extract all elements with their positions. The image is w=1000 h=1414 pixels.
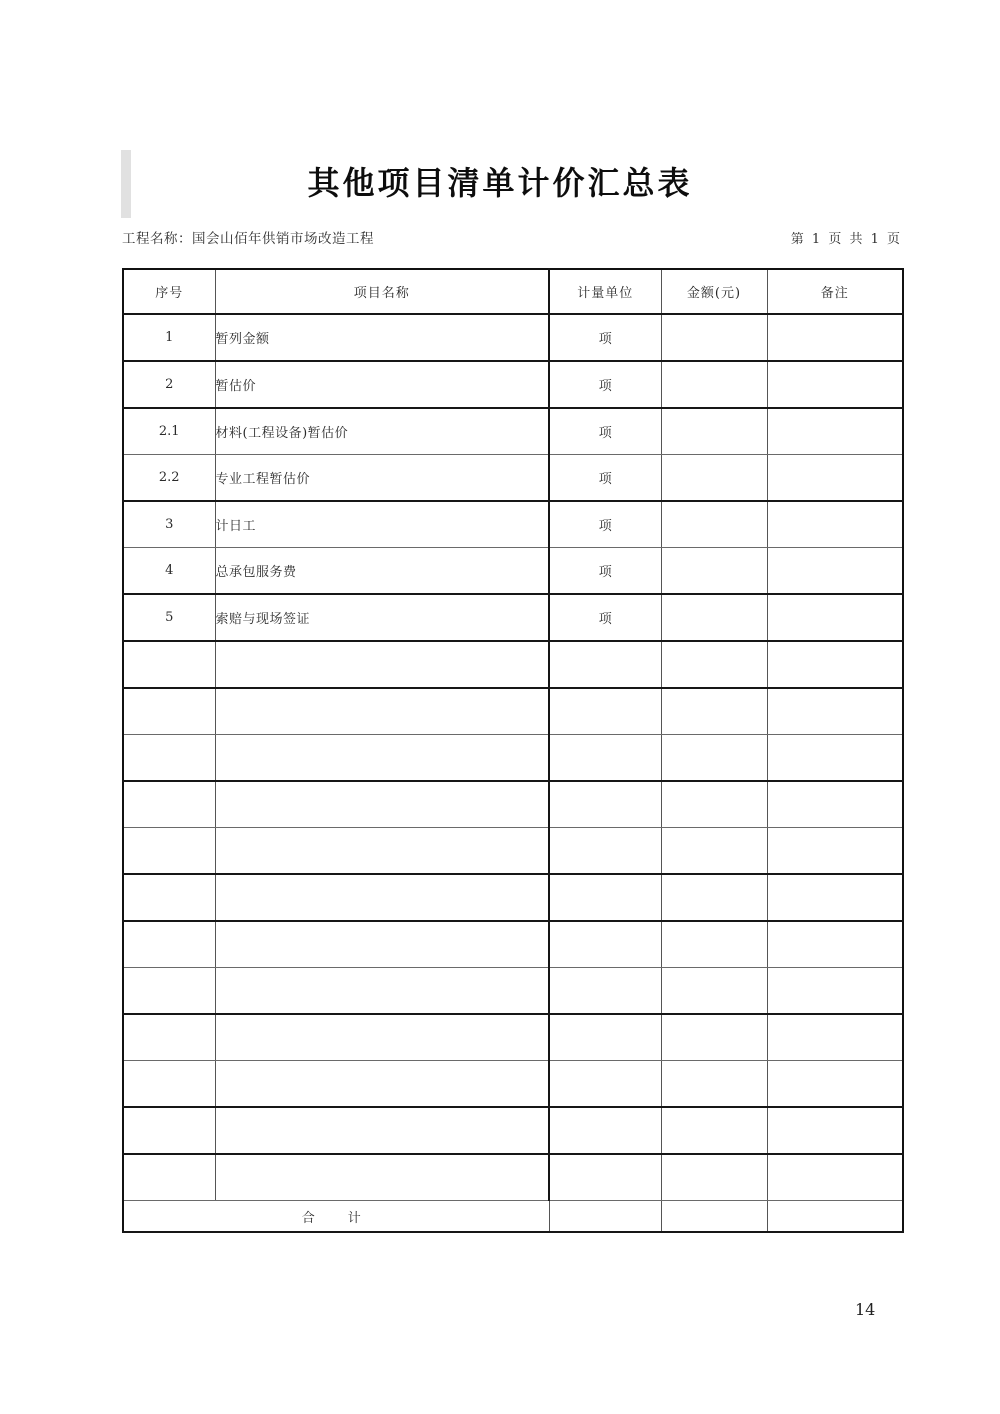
- cell-name: 计日工: [215, 501, 549, 548]
- table-row: [123, 594, 903, 641]
- cell-note: [767, 1061, 903, 1108]
- empty-table-row: [123, 781, 903, 828]
- table-row: [123, 361, 903, 408]
- cell-no: 1: [123, 314, 215, 361]
- empty-table-row: [123, 641, 903, 688]
- cell-amount: [661, 594, 767, 641]
- cell-note: [767, 455, 903, 502]
- empty-table-row: [123, 1061, 903, 1108]
- cell-name: [215, 874, 549, 921]
- cell-no: [123, 641, 215, 688]
- total-label: 合 计: [123, 1201, 549, 1233]
- empty-table-row: [123, 688, 903, 735]
- cell-note: [767, 874, 903, 921]
- cell-no: 3: [123, 501, 215, 548]
- cell-amount: [661, 455, 767, 502]
- cell-no: 2: [123, 361, 215, 408]
- table-row: [123, 408, 903, 455]
- cell-no: [123, 921, 215, 968]
- cell-name: 总承包服务费: [215, 548, 549, 595]
- cell-amount: [661, 735, 767, 782]
- cell-note: [767, 361, 903, 408]
- cell-unit: 项: [549, 548, 661, 595]
- column-header-note: 备注: [767, 269, 903, 314]
- cell-note: [767, 781, 903, 828]
- cell-name: [215, 1014, 549, 1061]
- table-header-row: [123, 269, 903, 314]
- cell-unit: 项: [549, 501, 661, 548]
- cell-no: [123, 874, 215, 921]
- cell-no: [123, 1061, 215, 1108]
- empty-table-row: [123, 735, 903, 782]
- cell-unit: [549, 688, 661, 735]
- cell-no: 2.1: [123, 408, 215, 455]
- cell-unit: [549, 1014, 661, 1061]
- cell-amount: [661, 361, 767, 408]
- table-body: [123, 314, 903, 1232]
- column-header-amount: 金额(元): [661, 269, 767, 314]
- cell-name: [215, 781, 549, 828]
- empty-table-row: [123, 1154, 903, 1201]
- cell-unit: 项: [549, 361, 661, 408]
- empty-table-row: [123, 1014, 903, 1061]
- cell-name: 索赔与现场签证: [215, 594, 549, 641]
- cell-name: [215, 828, 549, 875]
- cell-unit: [549, 781, 661, 828]
- cell-note: [767, 1107, 903, 1154]
- cell-amount: [661, 1061, 767, 1108]
- cell-unit: 项: [549, 314, 661, 361]
- cell-unit: [549, 1201, 661, 1233]
- cell-name: [215, 921, 549, 968]
- cell-unit: [549, 921, 661, 968]
- table-row: [123, 548, 903, 595]
- table-row: [123, 314, 903, 361]
- cell-unit: [549, 1154, 661, 1201]
- cell-amount: [661, 781, 767, 828]
- cell-note: [767, 688, 903, 735]
- cell-note: [767, 921, 903, 968]
- cell-note: [767, 641, 903, 688]
- cell-amount: [661, 1014, 767, 1061]
- cell-amount: [661, 968, 767, 1015]
- cell-unit: [549, 735, 661, 782]
- cell-name: [215, 735, 549, 782]
- cell-note: [767, 501, 903, 548]
- cell-unit: [549, 1061, 661, 1108]
- cell-no: 2.2: [123, 455, 215, 502]
- table-row: [123, 455, 903, 502]
- cell-unit: [549, 968, 661, 1015]
- cell-amount: [661, 828, 767, 875]
- cell-no: 4: [123, 548, 215, 595]
- cell-no: [123, 735, 215, 782]
- cell-unit: [549, 874, 661, 921]
- column-header-name: 项目名称: [215, 269, 549, 314]
- cell-no: [123, 688, 215, 735]
- cell-name: [215, 688, 549, 735]
- empty-table-row: [123, 1107, 903, 1154]
- page-info: 第 1 页 共 1 页: [790, 232, 902, 247]
- empty-table-row: [123, 968, 903, 1015]
- project-name-label: 工程名称：国会山佰年供销市场改造工程: [122, 231, 374, 247]
- cell-note: [767, 1014, 903, 1061]
- cell-no: [123, 1154, 215, 1201]
- cell-no: [123, 828, 215, 875]
- cell-note: [767, 735, 903, 782]
- cell-name: [215, 1061, 549, 1108]
- cell-name: [215, 1154, 549, 1201]
- cell-name: 专业工程暂估价: [215, 455, 549, 502]
- cell-name: [215, 1107, 549, 1154]
- page-title: 其他项目清单计价汇总表: [307, 164, 693, 202]
- cell-amount: [661, 921, 767, 968]
- cell-note: [767, 828, 903, 875]
- cell-amount: [661, 1107, 767, 1154]
- cell-name: 暂列金额: [215, 314, 549, 361]
- cell-amount: [661, 548, 767, 595]
- cell-amount: [661, 641, 767, 688]
- cell-note: [767, 1154, 903, 1201]
- cell-note: [767, 968, 903, 1015]
- cell-note: [767, 548, 903, 595]
- cell-amount: [661, 501, 767, 548]
- cell-amount: [661, 314, 767, 361]
- cell-amount: [661, 408, 767, 455]
- cell-no: [123, 1107, 215, 1154]
- cell-unit: [549, 1107, 661, 1154]
- cell-no: 5: [123, 594, 215, 641]
- column-header-no: 序号: [123, 269, 215, 314]
- pricing-summary-table: [122, 268, 904, 1233]
- cell-unit: 项: [549, 594, 661, 641]
- cell-amount: [661, 874, 767, 921]
- cell-amount: [661, 1154, 767, 1201]
- cell-note: [767, 1201, 903, 1233]
- column-header-unit: 计量单位: [549, 269, 661, 314]
- total-row: [123, 1201, 903, 1233]
- empty-table-row: [123, 874, 903, 921]
- cell-unit: [549, 828, 661, 875]
- table-row: [123, 501, 903, 548]
- cell-unit: [549, 641, 661, 688]
- cell-note: [767, 408, 903, 455]
- cell-amount: [661, 1201, 767, 1233]
- cell-name: [215, 968, 549, 1015]
- cell-note: [767, 594, 903, 641]
- cell-name: 材料(工程设备)暂估价: [215, 408, 549, 455]
- empty-table-row: [123, 921, 903, 968]
- page-number: 14: [855, 1300, 876, 1319]
- cell-note: [767, 314, 903, 361]
- cell-no: [123, 781, 215, 828]
- empty-table-row: [123, 828, 903, 875]
- cell-amount: [661, 688, 767, 735]
- cell-name: [215, 641, 549, 688]
- meta-row: [122, 227, 902, 247]
- cell-unit: 项: [549, 408, 661, 455]
- cell-no: [123, 968, 215, 1015]
- cell-name: 暂估价: [215, 361, 549, 408]
- cell-no: [123, 1014, 215, 1061]
- cell-unit: 项: [549, 455, 661, 502]
